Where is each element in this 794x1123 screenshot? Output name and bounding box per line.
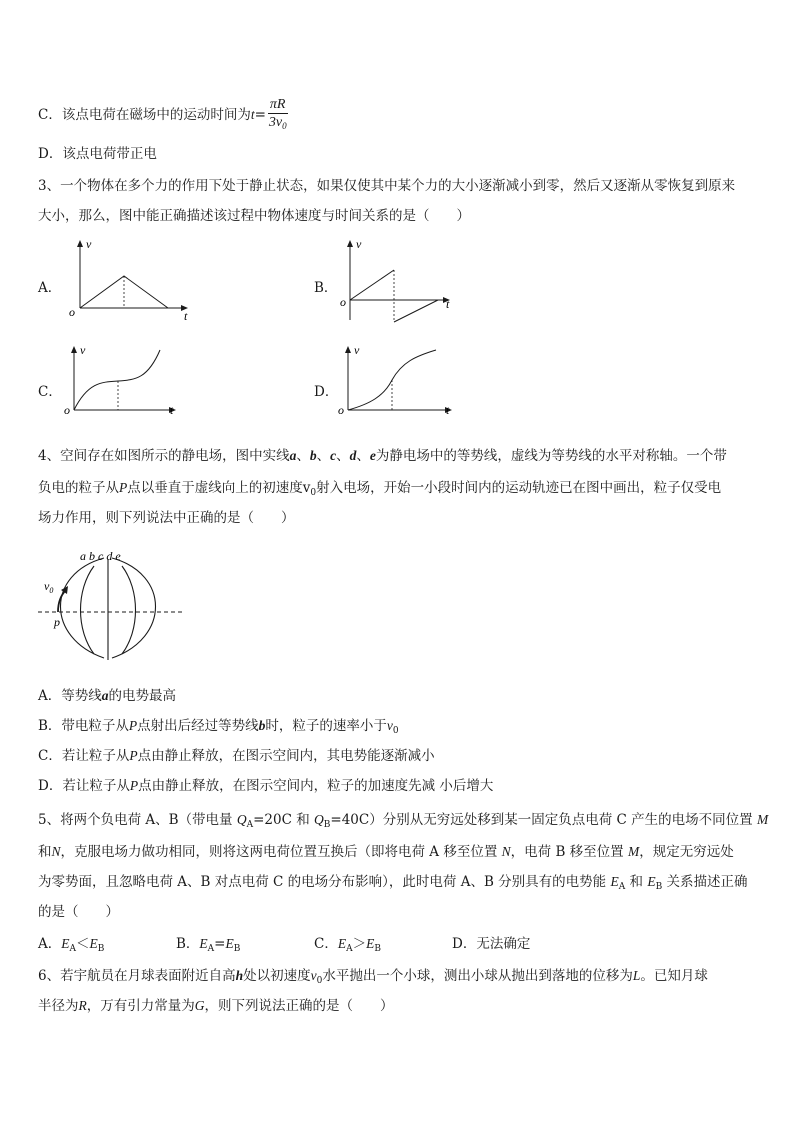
- q4-stem-line3: 场力作用，则下列说法中正确的是（ ）: [38, 510, 295, 526]
- q4-field-figure: [36, 546, 186, 668]
- q3-graph-a: [62, 236, 202, 320]
- q4-stem-line2: 负电的粒子从P点以垂直于虚线向上的初速度$v_0$射入电场，开始一小段时间内的运动轨迹已在图中画出，粒子仅受电: [38, 480, 722, 498]
- q4-fig-v0: $v_0$: [44, 579, 54, 595]
- q5-option-b: B．$E_A=E_B$: [176, 936, 241, 954]
- q3-stem-line1: 3、一个物体在多个力的作用下处于静止状态，如果仅使其中某个力的大小逐渐减小到零，然后又逐渐从零恢复到原来: [38, 178, 736, 194]
- q4-option-a: A．等势线a的电势最高: [38, 688, 176, 704]
- q5-stem-line4: 的是（ ）: [38, 904, 119, 920]
- q2-option-d: D．该点电荷带正电: [38, 146, 157, 162]
- q3-label-d: D．: [314, 384, 339, 400]
- q3-d-t-label: t: [446, 403, 450, 417]
- q3-b-origin: o: [340, 295, 346, 309]
- q4-stem-line1: 4、空间存在如图所示的静电场，图中实线a、b、c、d、e为静电场中的等势线，虚线为等势线的水平对称轴。一个带: [38, 448, 727, 464]
- q6-stem-line2: 半径为R，万有引力常量为G，则下列说法正确的是（ ）: [38, 998, 394, 1014]
- q3-graph-d: [334, 340, 464, 424]
- q3-c-origin: o: [64, 403, 70, 417]
- q5-options: [38, 934, 530, 959]
- q3-label-c: C．: [38, 384, 62, 400]
- q2-time-fraction: $\frac{\pi R}{3v_0}$: [268, 97, 287, 131]
- q5-option-d: D．无法确定: [452, 936, 531, 952]
- q3-a-v-label: v: [86, 237, 92, 251]
- q3-stem-line2: 大小，那么，图中能正确描述该过程中物体速度与时间关系的是（ ）: [38, 208, 470, 224]
- q3-b-t-label: t: [446, 297, 450, 311]
- q2-option-c: C．该点电荷在磁场中的运动时间为t= $\frac{\pi R}{3v_0}$: [38, 96, 288, 135]
- q3-d-v-label: v: [354, 343, 360, 357]
- q4-option-c: C．若让粒子从P点由静止释放，在图示空间内，其电势能逐渐减小: [38, 748, 435, 764]
- q3-label-b: B．: [314, 280, 338, 296]
- q3-a-origin: o: [69, 305, 75, 319]
- q3-a-t-label: t: [184, 309, 188, 320]
- q3-c-v-label: v: [80, 343, 86, 357]
- q4-fig-p: p: [54, 615, 60, 629]
- q3-graph-c: [60, 340, 190, 424]
- q5-option-c: C．$E_A>E_B$: [314, 936, 381, 954]
- q5-stem-line2: 和N，克服电场力做功相同，则将这两电荷位置互换后（即将电荷 A 移至位置 N，电荷 B 移至位置 M，规定无穷远处: [38, 844, 734, 860]
- q6-stem-line1: 6、若宇航员在月球表面附近自高h处以初速度$v_0$水平抛出一个小球，测出小球从抛出到落地的位移为L。已知月球: [38, 968, 708, 986]
- q3-c-t-label: t: [170, 403, 174, 417]
- q3-graph-b: [334, 236, 474, 326]
- q4-option-d: D．若让粒子从P点由静止释放，在图示空间内，粒子的加速度先减 小后增大: [38, 778, 494, 794]
- q3-d-origin: o: [338, 403, 344, 417]
- q4-option-b: B．带电粒子从P点射出后经过等势线b时，粒子的速率小于$v_0$: [38, 718, 399, 736]
- q5-option-a: A．$E_A<E_B$: [38, 936, 105, 954]
- q3-b-v-label: v: [356, 237, 362, 251]
- q4-fig-line-letters: a b c d e: [80, 549, 121, 563]
- q5-stem-line1: 5、将两个负电荷 A、B（带电量 $Q_A=20C$ 和 $Q_B=40C$）分别从无穷远处移到某一固定负点电荷 C 产生的电场不同位置 M: [38, 812, 769, 830]
- q3-label-a: A．: [38, 280, 62, 296]
- q5-stem-line3: 为零势面，且忽略电荷 A、B 对点电荷 C 的电场分布影响），此时电荷 A、B 分别具有的电势能 $E_A$ 和 $E_B$ 关系描述正确: [38, 874, 748, 892]
